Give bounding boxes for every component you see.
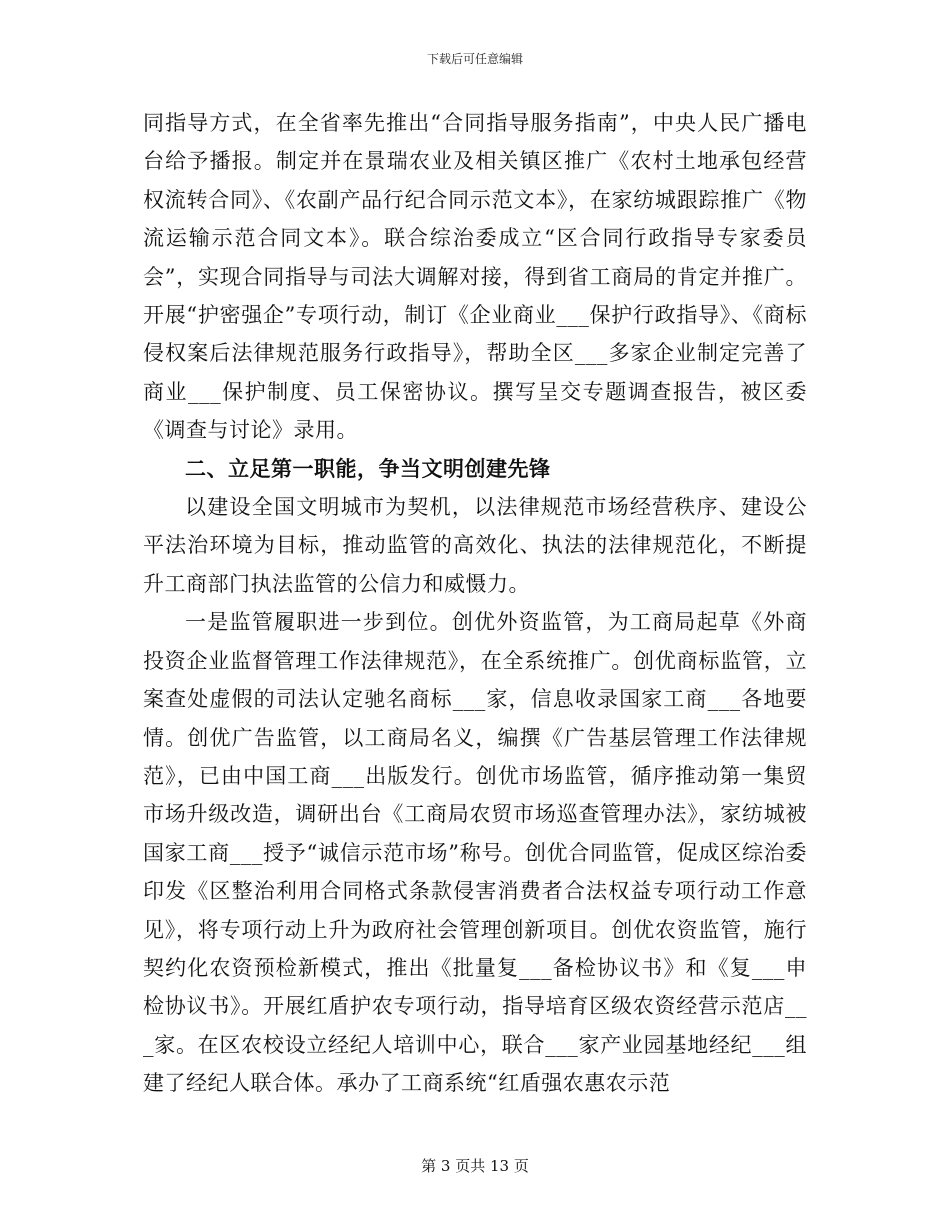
page-number: 第 3 页共 13 页 [421,1157,529,1175]
paragraph-civilized-city: 以建设全国文明城市为契机，以法律规范市场经营秩序、建设公平法治环境为目标，推动监管的高效化、执法的法律规范化，不断提升工商部门执法监管的公信力和威慑力。 [143,495,807,596]
page-header: 下载后可任意编辑 [426,52,523,66]
section-heading: 二、立足第一职能，争当文明创建先锋 [185,456,551,481]
paragraph-contract-guidance: 同指导方式，在全省率先推出“合同指导服务指南”，中央人民广播电台给予播报。制定并在景瑞农业及相关镇区推广《农村土地承包经营权流转合同》、《农副产品行纪合同示范文本》，在家纺城跟踪推广《物流运输示范合同文本》。联合综治委成立“区合同行政指导专家委员会”，实现合同指导与司法大调解对接，得到省工商局的肯定并推广。开展“护密强企”专项行动，制订《企业商业___保护行政指导》、《商标侵权案后法律规范服务行政指导》，帮助全区___多家企业制定完善了商业___保护制度、员工保密协议。撰写呈交专题调查报告，被区委《调查与讨论》录用。 [143,111,807,443]
document-body [143,104,807,1103]
paragraph-supervision: 一是监管履职进一步到位。创优外资监管，为工商局起草《外商投资企业监督管理工作法律规范》，在全系统推广。创优商标监管，立案查处虚假的司法认定驰名商标___家，信息收录国家工商___各地要情。创优广告监管，以工商局名义，编撰《广告基层管理工作法律规范》，已由中国工商___出版发行。创优市场监管，循序推动第一集贸市场升级改造，调研出台《工商局农贸市场巡查管理办法》，家纺城被国家工商___授予“诚信示范市场”称号。创优合同监管，促成区综治委印发《区整治利用合同格式条款侵害消费者合法权益专项行动工作意见》，将专项行动上升为政府社会管理创新项目。创优农资监管，施行契约化农资预检新模式，推出《批量复___备检协议书》和《复___申检协议书》。开展红盾护农专项行动，指导培育区级农资经营示范店___家。在区农校设立经纪人培训中心，联合___家产业园基地经纪___组建了经纪人联合体。承办了工商系统“红盾强农惠农示范 [143,610,807,1096]
